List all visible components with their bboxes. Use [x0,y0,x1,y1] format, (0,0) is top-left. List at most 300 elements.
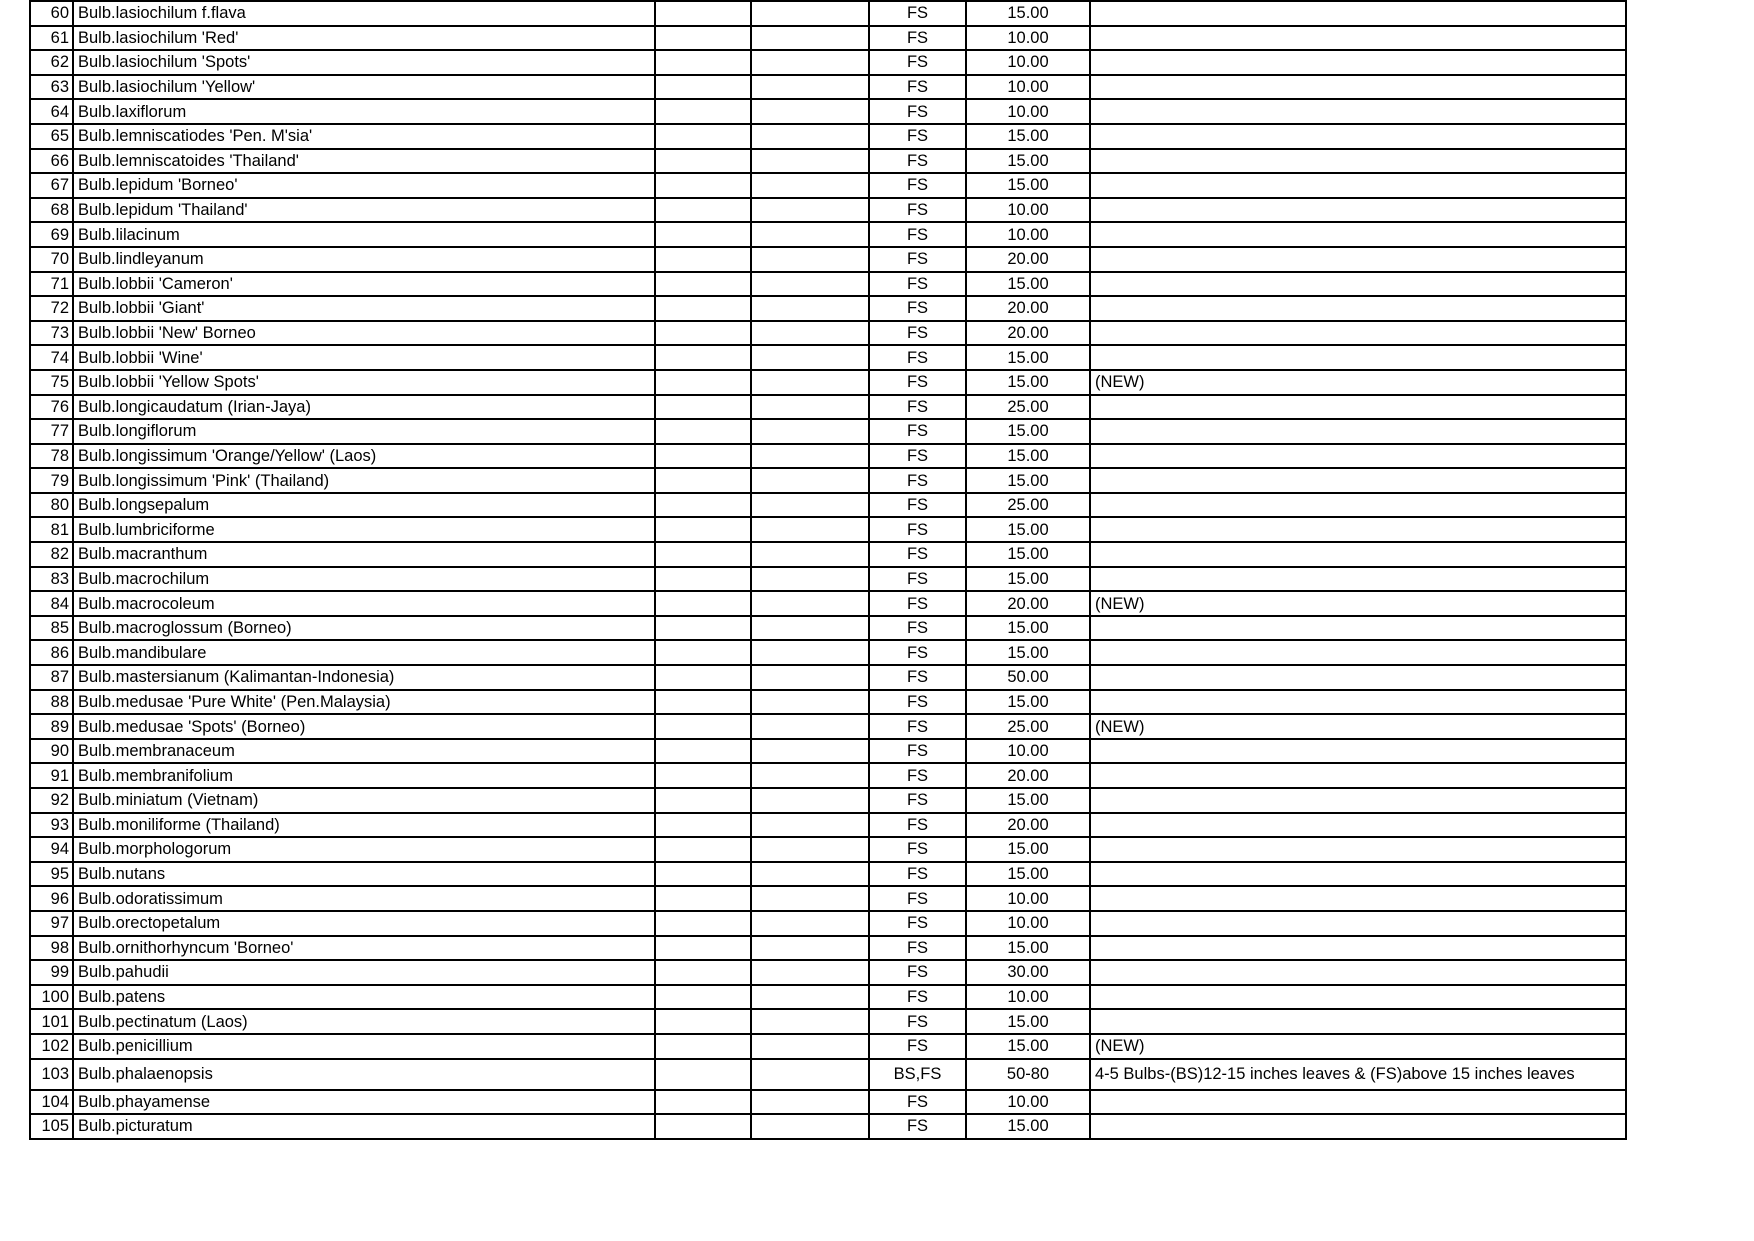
empty-cell [751,26,869,51]
species-name: Bulb.longissimum 'Pink' (Thailand) [73,468,655,493]
plant-size: FS [869,50,966,75]
empty-cell [751,911,869,936]
row-number: 81 [30,517,73,542]
row-number: 89 [30,714,73,739]
price: 10.00 [966,739,1090,764]
price: 20.00 [966,321,1090,346]
row-number: 75 [30,370,73,395]
empty-cell [751,222,869,247]
remarks [1090,345,1626,370]
plant-size: FS [869,247,966,272]
plant-size: FS [869,739,966,764]
row-number: 96 [30,886,73,911]
plant-size: FS [869,517,966,542]
price: 20.00 [966,247,1090,272]
table-row [30,886,1626,911]
price: 15.00 [966,444,1090,469]
row-number: 95 [30,862,73,887]
row-number: 101 [30,1009,73,1034]
table-body [30,1,1626,1139]
remarks [1090,247,1626,272]
plant-size: FS [869,690,966,715]
plant-size: FS [869,149,966,174]
empty-cell [655,493,751,518]
price: 15.00 [966,788,1090,813]
table-row [30,591,1626,616]
plant-size: FS [869,296,966,321]
species-name: Bulb.miniatum (Vietnam) [73,788,655,813]
row-number: 76 [30,395,73,420]
price: 20.00 [966,296,1090,321]
species-name: Bulb.laxiflorum [73,99,655,124]
remarks [1090,862,1626,887]
price: 15.00 [966,173,1090,198]
remarks [1090,493,1626,518]
empty-cell [655,788,751,813]
plant-size: FS [869,222,966,247]
table-row [30,567,1626,592]
plant-size: FS [869,591,966,616]
empty-cell [655,149,751,174]
price: 15.00 [966,640,1090,665]
empty-cell [751,714,869,739]
empty-cell [655,1090,751,1115]
plant-size: FS [869,370,966,395]
table-row [30,419,1626,444]
empty-cell [751,198,869,223]
empty-cell [751,1090,869,1115]
empty-cell [655,1,751,26]
species-name: Bulb.longiflorum [73,419,655,444]
empty-cell [751,517,869,542]
plant-size: FS [869,714,966,739]
empty-cell [751,763,869,788]
remarks [1090,198,1626,223]
species-name: Bulb.lobbii 'Wine' [73,345,655,370]
species-name: Bulb.lemniscatiodes 'Pen. M'sia' [73,124,655,149]
empty-cell [655,468,751,493]
species-name: Bulb.mastersianum (Kalimantan-Indonesia) [73,665,655,690]
table-row [30,690,1626,715]
price: 10.00 [966,886,1090,911]
row-number: 63 [30,75,73,100]
row-number: 90 [30,739,73,764]
plant-size: FS [869,26,966,51]
empty-cell [655,1114,751,1139]
table-row [30,468,1626,493]
species-name: Bulb.lasiochilum 'Yellow' [73,75,655,100]
row-number: 87 [30,665,73,690]
plant-size: FS [869,788,966,813]
plant-size: FS [869,665,966,690]
empty-cell [655,124,751,149]
price: 10.00 [966,985,1090,1010]
price: 15.00 [966,149,1090,174]
table-row [30,1059,1626,1090]
remarks [1090,419,1626,444]
remarks [1090,75,1626,100]
species-name: Bulb.lumbriciforme [73,517,655,542]
row-number: 69 [30,222,73,247]
price: 15.00 [966,468,1090,493]
plant-size: FS [869,99,966,124]
plant-size: FS [869,124,966,149]
plant-size: FS [869,985,966,1010]
species-name: Bulb.lepidum 'Thailand' [73,198,655,223]
empty-cell [655,321,751,346]
empty-cell [655,1059,751,1090]
remarks [1090,468,1626,493]
table-row [30,149,1626,174]
empty-cell [655,222,751,247]
table-row [30,1114,1626,1139]
remarks [1090,936,1626,961]
empty-cell [751,1,869,26]
plant-size: FS [869,542,966,567]
plant-size: FS [869,813,966,838]
price: 10.00 [966,222,1090,247]
table-row [30,813,1626,838]
species-name: Bulb.lobbii 'Giant' [73,296,655,321]
empty-cell [655,173,751,198]
remarks [1090,296,1626,321]
plant-size: FS [869,1034,966,1059]
row-number: 105 [30,1114,73,1139]
empty-cell [751,813,869,838]
plant-size: FS [869,640,966,665]
table-row [30,99,1626,124]
row-number: 78 [30,444,73,469]
price: 15.00 [966,542,1090,567]
empty-cell [751,837,869,862]
remarks [1090,813,1626,838]
price: 10.00 [966,198,1090,223]
species-name: Bulb.lasiochilum 'Red' [73,26,655,51]
species-name: Bulb.macrocoleum [73,591,655,616]
empty-cell [655,75,751,100]
species-name: Bulb.lobbii 'New' Borneo [73,321,655,346]
price: 15.00 [966,124,1090,149]
species-name: Bulb.lepidum 'Borneo' [73,173,655,198]
row-number: 100 [30,985,73,1010]
empty-cell [655,345,751,370]
price: 50-80 [966,1059,1090,1090]
row-number: 74 [30,345,73,370]
remarks [1090,272,1626,297]
price: 15.00 [966,370,1090,395]
row-number: 82 [30,542,73,567]
empty-cell [751,247,869,272]
empty-cell [751,50,869,75]
empty-cell [655,1009,751,1034]
remarks [1090,985,1626,1010]
table-row [30,1034,1626,1059]
remarks [1090,395,1626,420]
row-number: 67 [30,173,73,198]
row-number: 103 [30,1059,73,1090]
row-number: 70 [30,247,73,272]
row-number: 102 [30,1034,73,1059]
plant-size: FS [869,198,966,223]
species-name: Bulb.longsepalum [73,493,655,518]
species-name: Bulb.mandibulare [73,640,655,665]
price: 10.00 [966,1090,1090,1115]
row-number: 72 [30,296,73,321]
table-row [30,247,1626,272]
table-row [30,345,1626,370]
remarks [1090,149,1626,174]
species-name: Bulb.lilacinum [73,222,655,247]
table-row [30,1009,1626,1034]
empty-cell [751,419,869,444]
remarks [1090,886,1626,911]
species-name: Bulb.lobbii 'Yellow Spots' [73,370,655,395]
empty-cell [751,542,869,567]
plant-size: FS [869,960,966,985]
empty-cell [655,985,751,1010]
species-name: Bulb.phayamense [73,1090,655,1115]
species-name: Bulb.lasiochilum 'Spots' [73,50,655,75]
species-name: Bulb.membranaceum [73,739,655,764]
species-name: Bulb.medusae 'Spots' (Borneo) [73,714,655,739]
empty-cell [655,763,751,788]
empty-cell [751,985,869,1010]
empty-cell [655,640,751,665]
table-row [30,493,1626,518]
price: 15.00 [966,1114,1090,1139]
table-row [30,517,1626,542]
remarks [1090,616,1626,641]
remarks [1090,640,1626,665]
empty-cell [751,936,869,961]
plant-size: FS [869,345,966,370]
empty-cell [751,640,869,665]
empty-cell [751,149,869,174]
remarks [1090,1,1626,26]
row-number: 88 [30,690,73,715]
species-name: Bulb.lindleyanum [73,247,655,272]
remarks [1090,690,1626,715]
table-row [30,763,1626,788]
empty-cell [655,960,751,985]
table-row [30,911,1626,936]
row-number: 92 [30,788,73,813]
remarks [1090,788,1626,813]
price: 15.00 [966,567,1090,592]
row-number: 86 [30,640,73,665]
empty-cell [655,911,751,936]
price: 15.00 [966,936,1090,961]
remarks: (NEW) [1090,370,1626,395]
empty-cell [655,616,751,641]
table-row [30,272,1626,297]
table-row [30,26,1626,51]
empty-cell [655,444,751,469]
table-row [30,1090,1626,1115]
empty-cell [751,272,869,297]
species-name: Bulb.lasiochilum f.flava [73,1,655,26]
plant-size: FS [869,911,966,936]
remarks: (NEW) [1090,591,1626,616]
plant-size: FS [869,321,966,346]
empty-cell [655,837,751,862]
empty-cell [751,444,869,469]
species-name: Bulb.longicaudatum (Irian-Jaya) [73,395,655,420]
species-name: Bulb.longissimum 'Orange/Yellow' (Laos) [73,444,655,469]
empty-cell [655,370,751,395]
empty-cell [751,468,869,493]
plant-size: FS [869,763,966,788]
price: 50.00 [966,665,1090,690]
species-name: Bulb.medusae 'Pure White' (Pen.Malaysia) [73,690,655,715]
empty-cell [751,567,869,592]
row-number: 65 [30,124,73,149]
empty-cell [751,690,869,715]
price-list-table [29,0,1627,1140]
remarks [1090,1090,1626,1115]
price: 15.00 [966,419,1090,444]
table-row [30,616,1626,641]
price: 15.00 [966,1009,1090,1034]
plant-size: BS,FS [869,1059,966,1090]
plant-size: FS [869,173,966,198]
price: 10.00 [966,26,1090,51]
row-number: 85 [30,616,73,641]
plant-size: FS [869,936,966,961]
remarks [1090,26,1626,51]
plant-size: FS [869,567,966,592]
table-row [30,542,1626,567]
empty-cell [751,99,869,124]
species-name: Bulb.orectopetalum [73,911,655,936]
table-row [30,222,1626,247]
plant-size: FS [869,75,966,100]
remarks [1090,542,1626,567]
empty-cell [751,321,869,346]
empty-cell [655,862,751,887]
remarks [1090,911,1626,936]
empty-cell [751,1059,869,1090]
row-number: 79 [30,468,73,493]
plant-size: FS [869,1114,966,1139]
remarks [1090,517,1626,542]
price: 15.00 [966,345,1090,370]
table-row [30,444,1626,469]
remarks [1090,173,1626,198]
plant-size: FS [869,272,966,297]
plant-size: FS [869,1090,966,1115]
plant-size: FS [869,493,966,518]
price: 10.00 [966,99,1090,124]
empty-cell [751,173,869,198]
table-row [30,788,1626,813]
empty-cell [751,591,869,616]
price: 15.00 [966,517,1090,542]
table-row [30,739,1626,764]
empty-cell [655,272,751,297]
empty-cell [655,26,751,51]
price: 30.00 [966,960,1090,985]
table-row [30,75,1626,100]
price: 20.00 [966,591,1090,616]
plant-size: FS [869,444,966,469]
empty-cell [751,862,869,887]
price: 20.00 [966,763,1090,788]
plant-size: FS [869,1,966,26]
price: 10.00 [966,50,1090,75]
price: 10.00 [966,911,1090,936]
row-number: 94 [30,837,73,862]
table-row [30,665,1626,690]
price: 10.00 [966,75,1090,100]
row-number: 83 [30,567,73,592]
remarks [1090,960,1626,985]
row-number: 61 [30,26,73,51]
species-name: Bulb.macrochilum [73,567,655,592]
price: 15.00 [966,1034,1090,1059]
empty-cell [655,936,751,961]
empty-cell [751,616,869,641]
row-number: 98 [30,936,73,961]
empty-cell [655,419,751,444]
table-row [30,837,1626,862]
price: 15.00 [966,616,1090,641]
empty-cell [751,960,869,985]
remarks [1090,739,1626,764]
table-row [30,124,1626,149]
table-row [30,395,1626,420]
species-name: Bulb.nutans [73,862,655,887]
empty-cell [751,1114,869,1139]
remarks: 4-5 Bulbs-(BS)12-15 inches leaves & (FS)above 15 inches leaves [1090,1059,1626,1090]
empty-cell [655,395,751,420]
row-number: 97 [30,911,73,936]
species-name: Bulb.macranthum [73,542,655,567]
empty-cell [751,124,869,149]
species-name: Bulb.ornithorhyncum 'Borneo' [73,936,655,961]
empty-cell [655,296,751,321]
row-number: 104 [30,1090,73,1115]
empty-cell [751,296,869,321]
remarks [1090,837,1626,862]
empty-cell [751,345,869,370]
price: 15.00 [966,272,1090,297]
empty-cell [655,714,751,739]
species-name: Bulb.lemniscatoides 'Thailand' [73,149,655,174]
price: 25.00 [966,395,1090,420]
plant-size: FS [869,886,966,911]
empty-cell [655,50,751,75]
price: 20.00 [966,813,1090,838]
species-name: Bulb.morphologorum [73,837,655,862]
species-name: Bulb.phalaenopsis [73,1059,655,1090]
row-number: 68 [30,198,73,223]
row-number: 62 [30,50,73,75]
plant-size: FS [869,468,966,493]
price: 15.00 [966,837,1090,862]
empty-cell [751,1009,869,1034]
price: 25.00 [966,493,1090,518]
plant-size: FS [869,1009,966,1034]
row-number: 64 [30,99,73,124]
remarks [1090,444,1626,469]
remarks [1090,124,1626,149]
row-number: 80 [30,493,73,518]
table-row [30,198,1626,223]
empty-cell [751,493,869,518]
remarks [1090,99,1626,124]
table-row [30,960,1626,985]
